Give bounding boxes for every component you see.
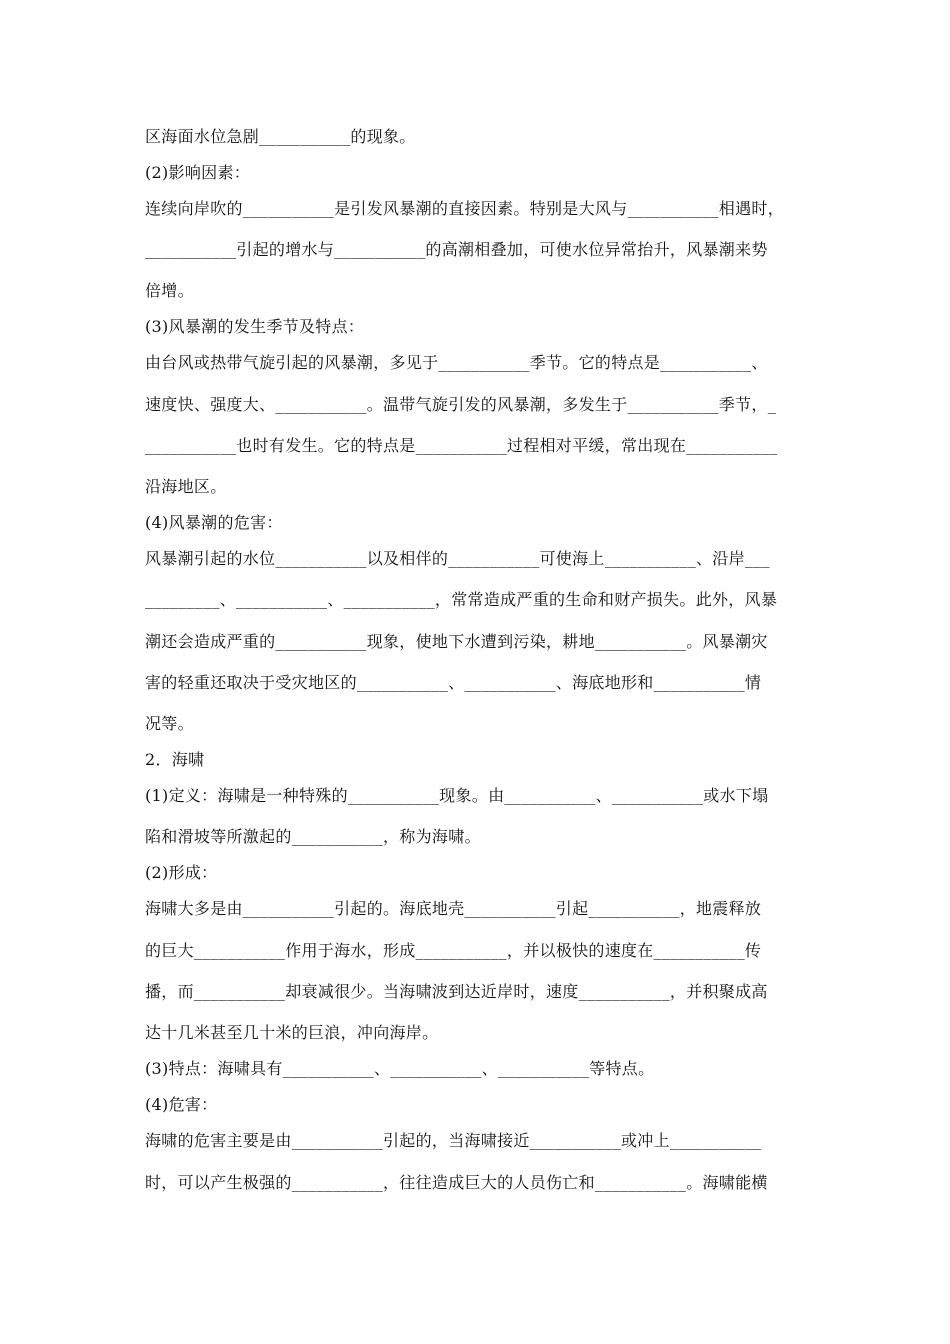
- text-line: 沿海地区。: [145, 477, 227, 496]
- text-line: 播，而___________却衰减很少。当海啸波到达近岸时，速度___________，并积聚成高: [145, 982, 768, 1001]
- text-line: 倍增。: [145, 281, 194, 300]
- section-heading: (4)风暴潮的危害：: [145, 513, 283, 532]
- section-heading: 2．海啸: [145, 750, 205, 769]
- section-heading: (3)风暴潮的发生季节及特点：: [145, 317, 365, 336]
- section-heading: (3)特点：海啸具有___________、___________、___________等特点。: [145, 1059, 655, 1078]
- text-line: 的巨大___________作用于海水，形成___________，并以极快的速度在___________传: [145, 941, 762, 960]
- text-line: ___________引起的增水与___________的高潮相叠加，可使水位异常抬升，风暴潮来势: [145, 240, 768, 259]
- text-line: 速度快、强度大、___________。温带气旋引发的风暴潮，多发生于___________季节，_: [145, 395, 777, 414]
- section-heading: (2)形成：: [145, 863, 218, 882]
- text-line: 由台风或热带气旋引起的风暴潮，多见于___________季节。它的特点是___________、: [145, 353, 768, 372]
- text-line: 达十几米甚至几十米的巨浪，冲向海岸。: [145, 1023, 439, 1042]
- text-line: 况等。: [145, 714, 194, 733]
- text-line: ___________也时有发生。它的特点是___________过程相对平缓，常出现在___________: [145, 436, 778, 455]
- text-line: 潮还会造成严重的___________现象，使地下水遭到污染，耕地___________。风暴潮灾: [145, 632, 768, 651]
- text-line: 陷和滑坡等所激起的___________，称为海啸。: [145, 827, 481, 846]
- section-heading: (2)影响因素：: [145, 163, 251, 182]
- text-line: 海啸大多是由___________引起的。海底地壳___________引起___________，地震释放: [145, 899, 762, 918]
- text-line: 时，可以产生极强的___________，往往造成巨大的人员伤亡和___________。海啸能横: [145, 1173, 768, 1192]
- text-line: 区海面水位急剧___________的现象。: [145, 127, 416, 146]
- text-line: _________、___________、___________，常常造成严重的生命和财产损失。此外，风暴: [145, 590, 778, 609]
- text-line: 害的轻重还取决于受灾地区的___________、___________、海底地形和___________情: [145, 673, 762, 692]
- text-line: 风暴潮引起的水位___________以及相伴的___________可使海上___________、沿岸___: [145, 549, 770, 568]
- text-line: 海啸的危害主要是由___________引起的，当海啸接近___________或冲上___________: [145, 1131, 762, 1150]
- text-line: (1)定义：海啸是一种特殊的___________现象。由___________、___________或水下塌: [145, 786, 769, 805]
- section-heading: (4)危害：: [145, 1095, 218, 1114]
- text-line: 连续向岸吹的___________是引发风暴潮的直接因素。特别是大风与___________相遇时，: [145, 199, 785, 218]
